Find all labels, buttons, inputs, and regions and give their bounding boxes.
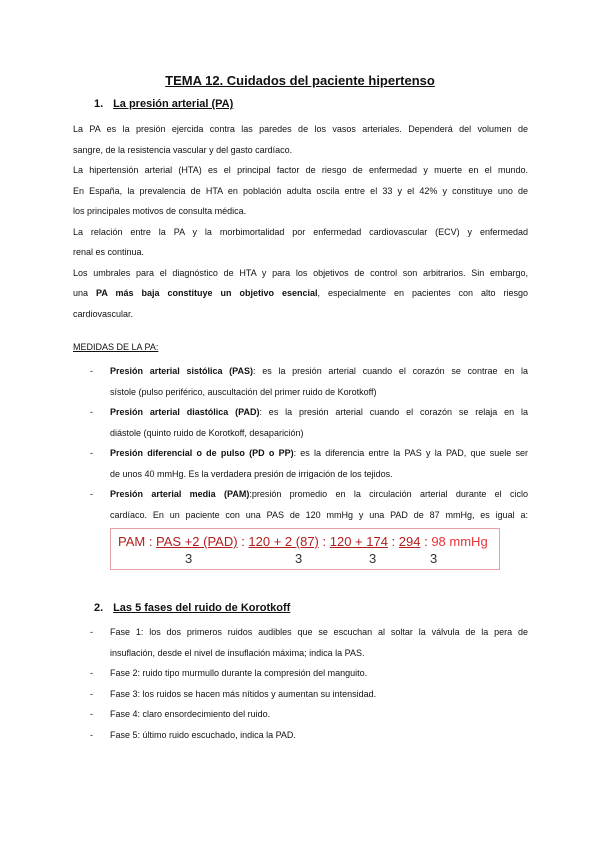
measure-item bbox=[90, 361, 528, 402]
formula-separator: : bbox=[237, 534, 249, 549]
phase-line-1: Fase 1: los dos primeros ruidos audibles que se escuchan al soltar la válvula de la pera de bbox=[110, 627, 528, 637]
measure-line-1 bbox=[110, 443, 528, 464]
formula-numerators bbox=[118, 534, 488, 549]
formula-label: PAM : bbox=[118, 534, 157, 549]
formula-denominator-4: 3 bbox=[430, 551, 438, 566]
measure-text: : es la diferencia entre la PAS y la PAD, que suele ser bbox=[293, 448, 528, 458]
section-2-number: 2. bbox=[94, 602, 104, 614]
paragraph-2-line-3: los principales motivos de consulta médica. bbox=[73, 206, 247, 216]
measure-line-1 bbox=[110, 484, 528, 505]
paragraph-4-line-2 bbox=[73, 283, 528, 304]
bullet-dash: - bbox=[90, 688, 93, 699]
bullet-dash: - bbox=[90, 729, 93, 740]
phase-line-2: insuflación, desde el nivel de insuflación máxima; indica la PAS. bbox=[110, 647, 365, 658]
formula-separator: : bbox=[318, 534, 330, 549]
paragraph-1-line-2: sangre, de la resistencia vascular y del gasto cardíaco. bbox=[73, 144, 293, 155]
paragraph-3-line-1: La relación entre la PA y la morbimortalidad por enfermedad cardiovascular (ECV) y enfermedad bbox=[73, 226, 528, 237]
bullet-dash: - bbox=[90, 366, 93, 376]
section-2-title: Las 5 fases del ruido de Korotkoff bbox=[113, 602, 291, 614]
measure-text: : es la presión arterial cuando el corazón se contrae en la bbox=[253, 366, 528, 376]
formula-denominator-1: 3 bbox=[185, 551, 193, 566]
section-1-title: La presión arterial (PA) bbox=[113, 98, 234, 110]
bullet-dash: - bbox=[90, 668, 93, 678]
section-2-heading bbox=[94, 602, 290, 614]
phase-line-1: Fase 3: los ruidos se hacen más nítidos y aumentan su intensidad. bbox=[110, 688, 377, 699]
bullet-dash: - bbox=[90, 448, 93, 458]
bullet-dash: - bbox=[90, 709, 93, 719]
phase-line-1: Fase 5: último ruido escuchado, indica la PAD. bbox=[110, 729, 296, 740]
measure-line-1 bbox=[110, 402, 528, 423]
measure-item bbox=[90, 443, 528, 484]
phase-item bbox=[90, 684, 528, 705]
measure-text: : es la presión arterial cuando el corazón se relaja en la bbox=[259, 407, 528, 417]
measure-item bbox=[90, 402, 528, 443]
bullet-dash: - bbox=[90, 489, 93, 499]
formula-result: 98 mmHg bbox=[431, 534, 488, 549]
phase-item bbox=[90, 622, 528, 663]
paragraph-2-line-1: La hipertensión arterial (HTA) es el principal factor de riesgo de enfermedad y muerte en el mundo. bbox=[73, 165, 528, 175]
section-1-number: 1. bbox=[94, 98, 104, 110]
measure-line-2: diástole (quinto ruido de Korotkoff, desaparición) bbox=[110, 427, 304, 438]
measure-item bbox=[90, 484, 528, 525]
measures-heading: MEDIDAS DE LA PA: bbox=[73, 342, 159, 352]
pam-formula bbox=[110, 528, 500, 570]
measure-term: Presión arterial diastólica (PAD) bbox=[110, 407, 260, 417]
measure-line-2: de unos 40 mmHg. Es la verdadera presión de irrigación de los tejidos. bbox=[110, 468, 393, 479]
formula-numerator-3: 120 + 174 bbox=[329, 534, 388, 549]
paragraph-4-line-3: cardiovascular. bbox=[73, 308, 134, 319]
formula-numerator-4: 294 bbox=[398, 534, 421, 549]
section-1-heading bbox=[94, 98, 233, 110]
phase-line-1: Fase 2: ruido tipo murmullo durante la compresión del manguito. bbox=[110, 668, 368, 678]
bullet-dash: - bbox=[90, 407, 93, 417]
formula-numerator-2: 120 + 2 (87) bbox=[248, 534, 319, 549]
bullet-dash: - bbox=[90, 627, 93, 637]
phase-item bbox=[90, 704, 528, 725]
document-title: TEMA 12. Cuidados del paciente hipertenso bbox=[165, 73, 435, 88]
paragraph-4-emphasis: PA más baja constituye un objetivo esencial bbox=[96, 288, 318, 298]
formula-denominator-3: 3 bbox=[369, 551, 377, 566]
paragraph-4-line-1: Los umbrales para el diagnóstico de HTA y para los objetivos de control son arbitrarios. Sin embargo, bbox=[73, 267, 528, 278]
paragraph-1-line-1: La PA es la presión ejercida contra las paredes de los vasos arteriales. Dependerá del volumen de bbox=[73, 124, 528, 134]
measure-term: Presión arterial sistólica (PAS) bbox=[110, 366, 254, 376]
measure-line-2: sístole (pulso periférico, auscultación del primer ruido de Korotkoff) bbox=[110, 386, 377, 397]
measure-term: Presión diferencial o de pulso (PD o PP) bbox=[110, 448, 294, 458]
paragraph-2-line-2: En España, la prevalencia de HTA en población adulta oscila entre el 33 y el 42% y constituye uno de bbox=[73, 185, 528, 196]
phase-item bbox=[90, 725, 528, 746]
measure-line-2: cardíaco. En un paciente con una PAS de 120 mmHg y una PAD de 87 mmHg, es igual a: bbox=[110, 509, 528, 520]
measure-term: Presión arterial media (PAM) bbox=[110, 489, 250, 499]
measure-line-1 bbox=[110, 361, 528, 382]
paragraph-4-pre: una bbox=[73, 288, 97, 298]
formula-numerator-1: PAS +2 (PAD) bbox=[156, 534, 238, 549]
formula-denominator-2: 3 bbox=[295, 551, 303, 566]
phase-line-1: Fase 4: claro ensordecimiento del ruido. bbox=[110, 709, 271, 719]
phase-item bbox=[90, 663, 528, 684]
measure-text: :presión promedio en la circulación arterial durante el ciclo bbox=[249, 489, 528, 499]
formula-separator: : bbox=[420, 534, 432, 549]
paragraph-3-line-2: renal es continua. bbox=[73, 247, 145, 257]
formula-separator: : bbox=[387, 534, 399, 549]
paragraph-4-post: , especialmente en pacientes con alto riesgo bbox=[317, 288, 528, 298]
